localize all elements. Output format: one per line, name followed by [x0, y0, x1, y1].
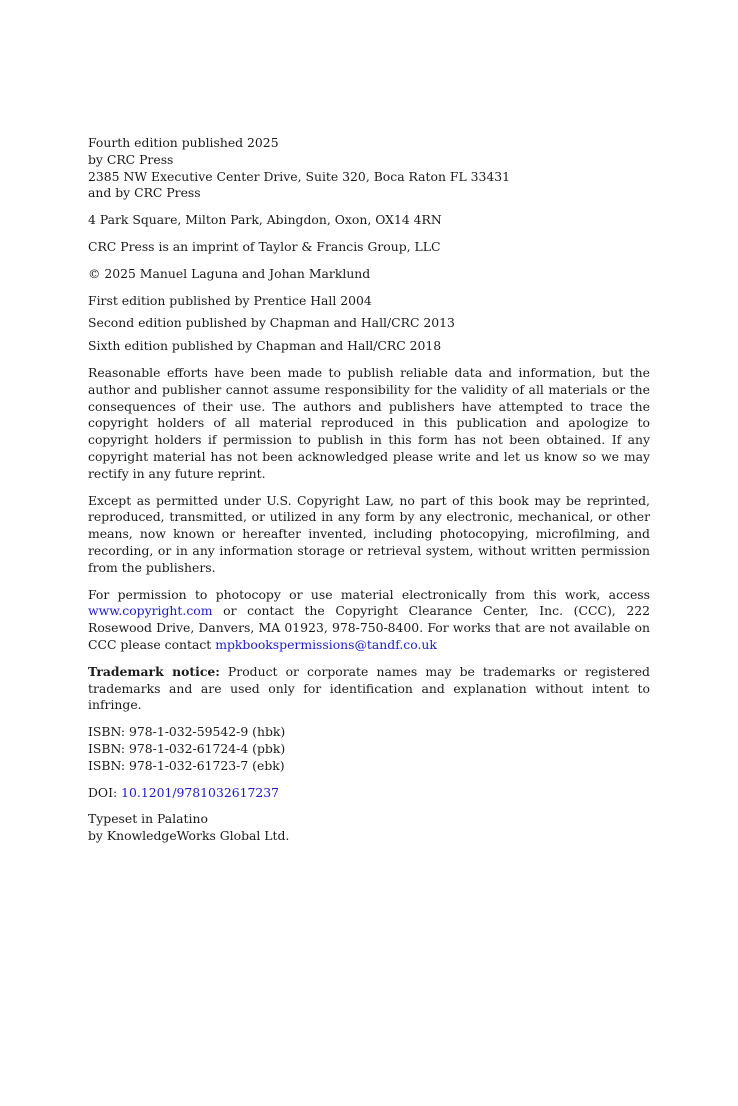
- edition-text: First edition published by Prentice Hall 2004: [88, 292, 372, 308]
- uk-address-text: 4 Park Square, Milton Park, Abingdon, Oxon, OX14 4RN: [88, 212, 442, 228]
- isbn-ebk: ISBN: 978-1-032-61723-7 (ebk): [88, 757, 285, 773]
- typeset-line: by KnowledgeWorks Global Ltd.: [88, 828, 290, 844]
- permissions-email-link[interactable]: mpkbookspermissions@tandf.co.uk: [215, 636, 437, 652]
- uk-address: [88, 212, 650, 229]
- isbn-pbk: ISBN: 978-1-032-61724-4 (pbk): [88, 740, 286, 756]
- copyright-com-link[interactable]: www.copyright.com: [88, 603, 213, 619]
- typeset-info: [88, 811, 650, 845]
- edition-second: [88, 315, 650, 332]
- edition-text: Second edition published by Chapman and Hall/CRC 2013: [88, 315, 455, 331]
- copyright-text: © 2025 Manuel Laguna and Johan Marklund: [88, 265, 371, 281]
- permission-text: For permission to photocopy or use material electronically from this work, access: [88, 586, 650, 602]
- edition-first: [88, 293, 650, 310]
- trademark-paragraph: [88, 664, 650, 714]
- trademark-text: Product or corporate names may be trademarks or registered trademarks and are used only for identification and explanation without intent to infringe.: [88, 663, 650, 713]
- publication-line: by CRC Press: [88, 151, 174, 167]
- trademark-label: Trademark notice:: [88, 663, 220, 679]
- permission-text: or contact the Copyright Clearance Center, Inc. (CCC), 222 Rosewood Drive, Danvers, MA 01923, 978-750-8400. For works that are not available on CCC please contact: [88, 603, 650, 652]
- publication-info: [88, 135, 650, 202]
- edition-sixth: [88, 338, 650, 355]
- publication-address: 2385 NW Executive Center Drive, Suite 320, Boca Raton FL 33431: [88, 168, 511, 184]
- publication-line: Fourth edition published 2025: [88, 135, 279, 150]
- copyright-notice: [88, 266, 650, 283]
- imprint-statement: [88, 239, 650, 256]
- permission-paragraph: [88, 587, 650, 654]
- typeset-line: Typeset in Palatino: [88, 811, 208, 827]
- disclaimer-paragraph: Reasonable efforts have been made to publish reliable data and information, but the author and publisher cannot assume responsibility for the validity of all materials or the consequences of their use. The authors and publishers have attempted to trace the copyright holders of all material reproduced in this publication and apologize to copyright holders if permission to publish in this form has not been obtained. If any copyright material has not been acknowledged please write and let us know so we may rectify in any future reprint.: [88, 364, 650, 481]
- doi-label: DOI:: [88, 784, 122, 800]
- publication-line: and by CRC Press: [88, 185, 201, 201]
- doi-line: [88, 785, 650, 802]
- copyright-page: [88, 135, 650, 855]
- doi-link[interactable]: 10.1201/9781032617237: [121, 784, 280, 800]
- imprint-text: CRC Press is an imprint of Taylor & Francis Group, LLC: [88, 238, 441, 254]
- edition-text: Sixth edition published by Chapman and Hall/CRC 2018: [88, 338, 442, 354]
- copyright-law-paragraph: Except as permitted under U.S. Copyright Law, no part of this book may be reprinted, reproduced, transmitted, or utilized in any form by any electronic, mechanical, or other means, now known or hereafter invented, including photocopying, microfilming, and recording, or in any information storage or retrieval system, without written permission from the publishers.: [88, 492, 650, 575]
- isbn-hbk: ISBN: 978-1-032-59542-9 (hbk): [88, 724, 286, 740]
- isbn-list: [88, 724, 650, 774]
